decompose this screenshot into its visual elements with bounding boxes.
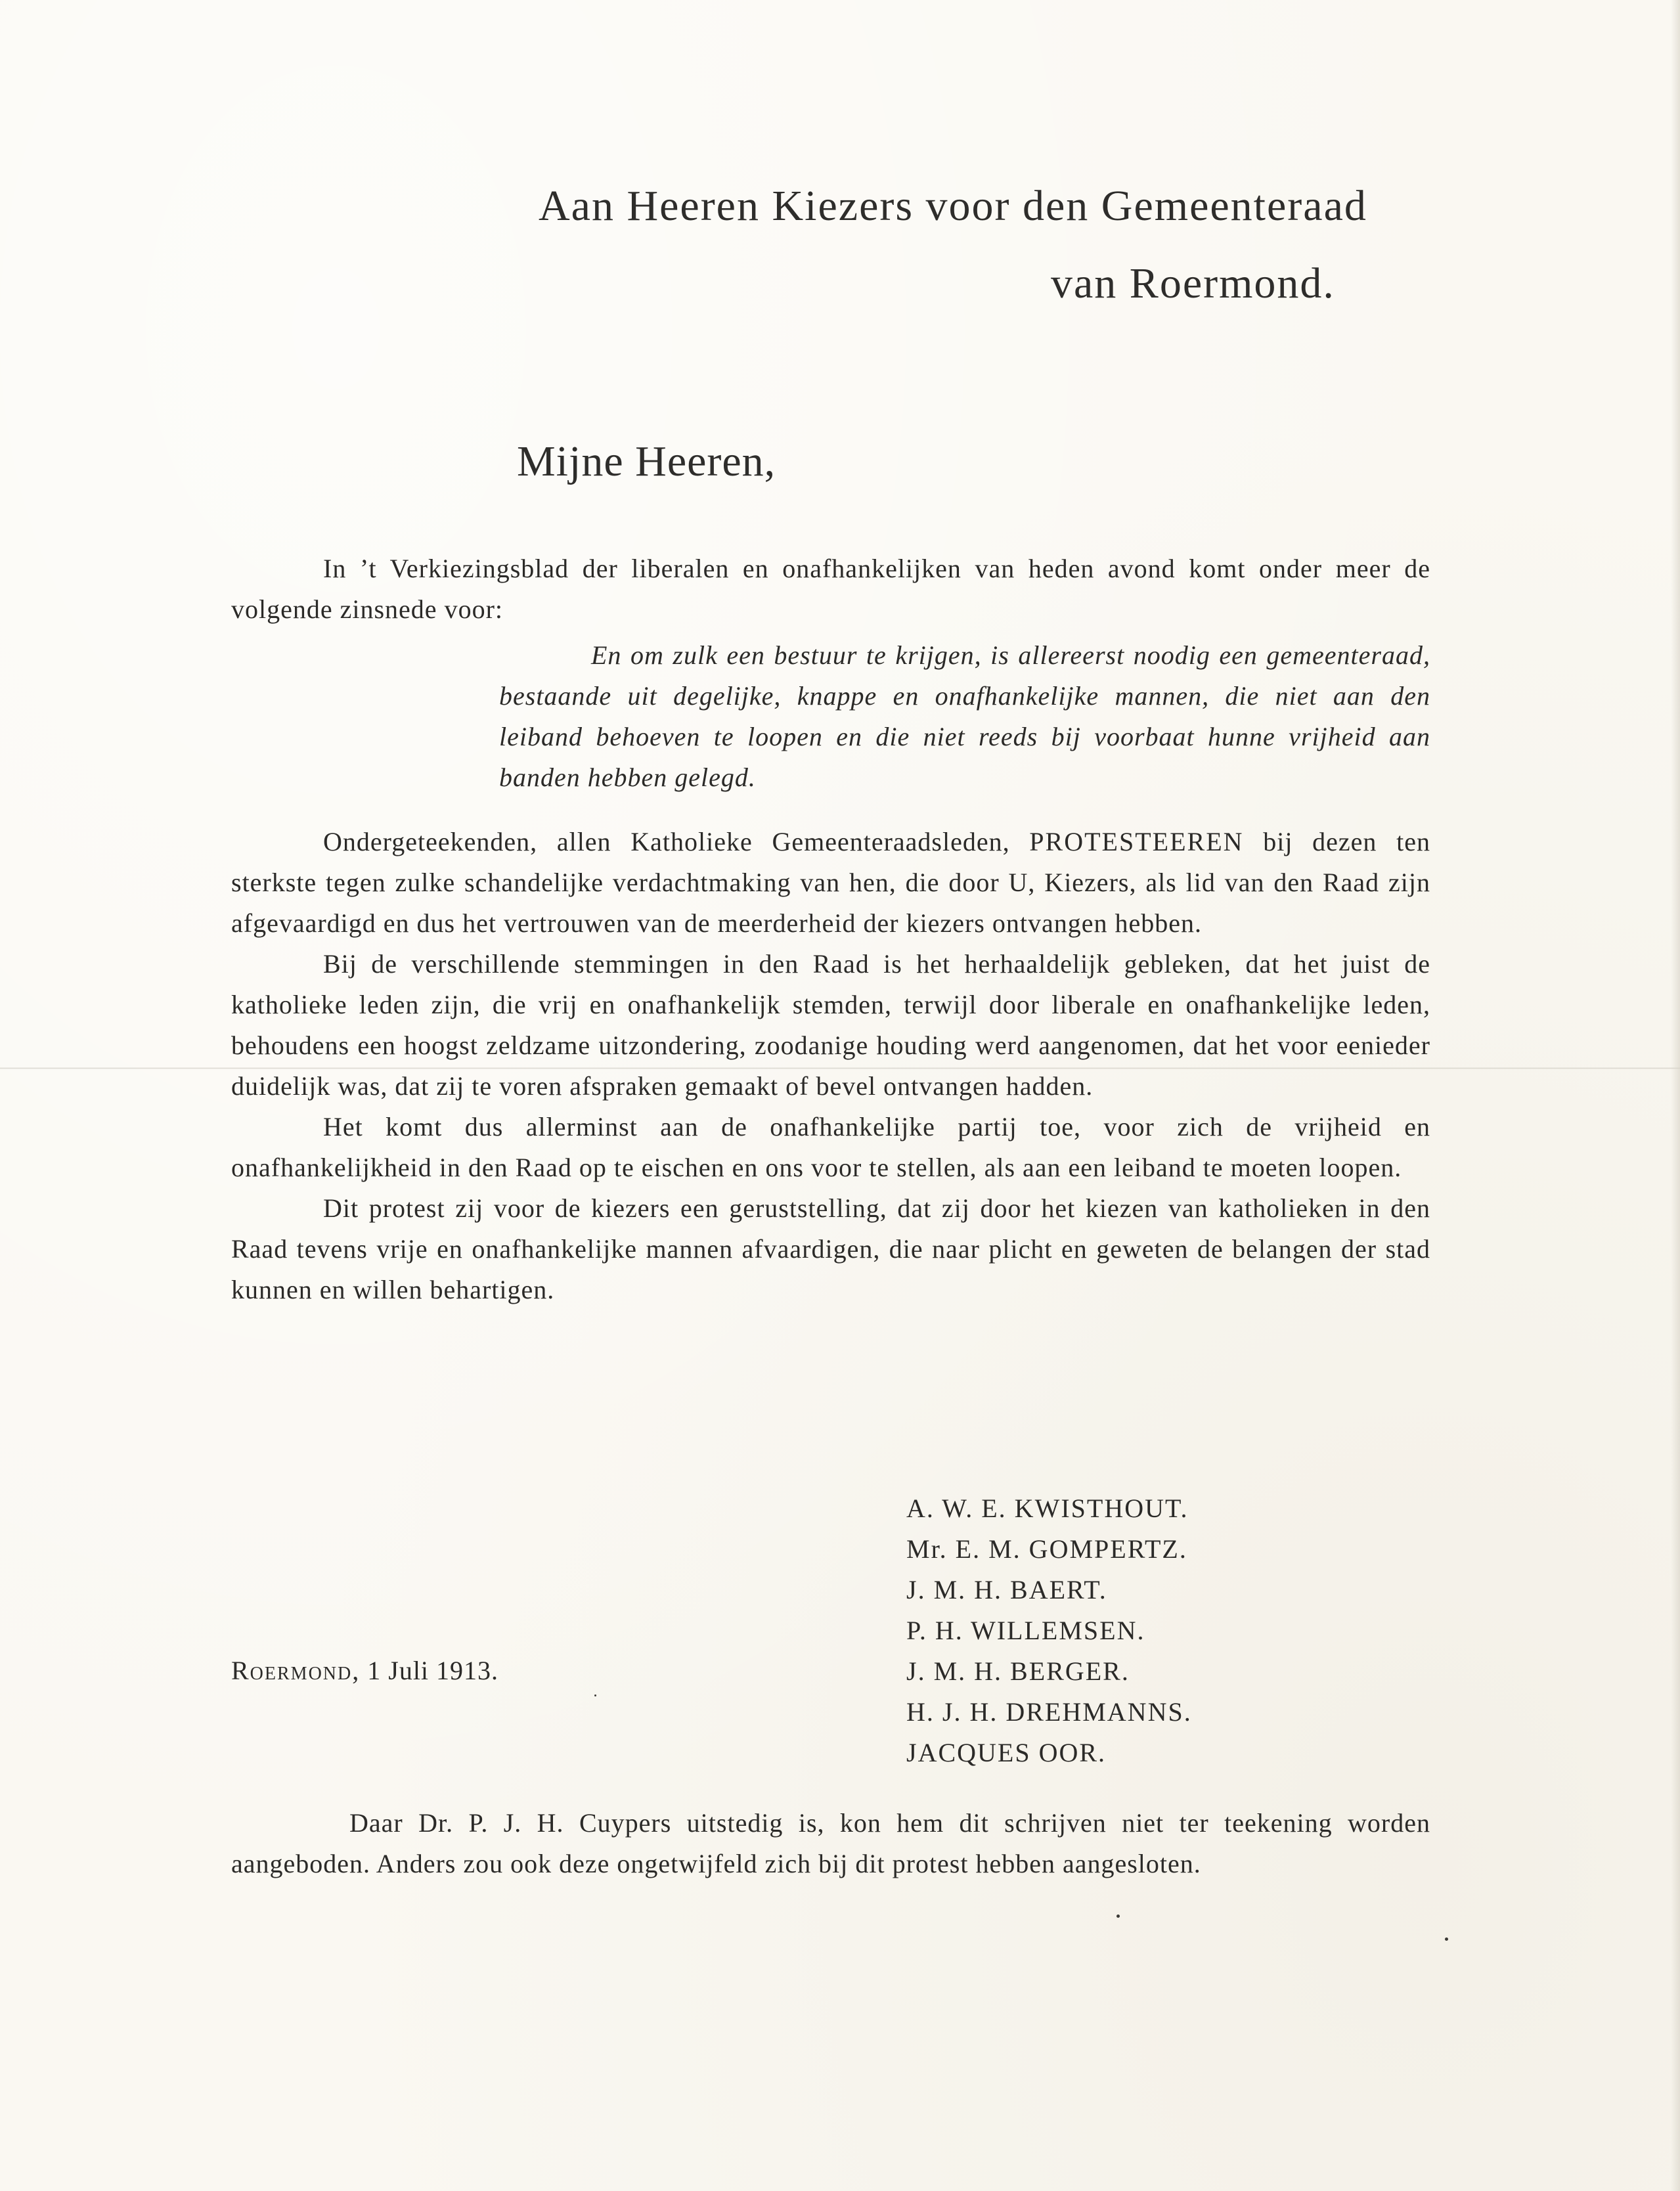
heading-line-2: van Roermond. — [1051, 259, 1335, 307]
paper-speck — [1116, 1914, 1120, 1918]
protest-emphasis: PROTESTEEREN — [1029, 827, 1244, 856]
signatory: Mr. E. M. GOMPERTZ. — [906, 1534, 1187, 1564]
footer-paragraph: Daar Dr. P. J. H. Cuypers uitstedig is, kon hem dit schrijven niet ter teekening worden aangeboden. Anders zou ook deze ongetwijfeld zich bij dit protest hebben aangesloten. — [231, 1808, 1430, 1878]
signatory: J. M. H. BERGER. — [906, 1656, 1130, 1686]
signatory: J. M. H. BAERT. — [906, 1575, 1107, 1605]
signatory: H. J. H. DREHMANNS. — [906, 1697, 1192, 1727]
letter-body — [231, 548, 1430, 1310]
protest-paragraph-end: bij dezen ten sterkste tegen zulke schandelijke verdachtmaking van hen, die door U, Kiezers, als lid van den Raad zijn afgevaardigd en dus het vertrouwen van de meerderheid der kiezers ontvangen hebben. — [231, 827, 1430, 938]
intro-paragraph: In ’t Verkiezingsblad der liberalen en onafhankelijken van heden avond komt onder meer de volgende zinsnede voor: — [231, 554, 1430, 624]
heading-line-1: Aan Heeren Kiezers voor den Gemeenteraad — [539, 182, 1367, 230]
letter-heading — [539, 167, 1445, 322]
place-and-date — [231, 1655, 498, 1686]
protest-paragraph-start: Ondergeteekenden, allen Katholieke Gemeenteraadsleden, — [323, 827, 1010, 856]
signatory: P. H. WILLEMSEN. — [906, 1616, 1145, 1645]
quoted-passage: En om zulk een bestuur te krijgen, is allereerst noodig een gemeenteraad, bestaande uit degelijke, knappe en onafhankelijke mannen, die niet aan den leiband behoeven te loopen en die niet reeds bij voorbaat hunne vrijheid aan banden hebben gelegd. — [499, 640, 1430, 792]
footer-note — [231, 1803, 1430, 1884]
salutation: Mijne Heeren, — [517, 437, 776, 485]
voting-paragraph: Bij de verschillende stemmingen in den Raad is het herhaaldelijk gebleken, dat het juist de katholieke leden zijn, die vrij en onafhankelijk stemden, terwijl door liberale en onafhankelijke leden, behoudens een hoogst zeldzame uitzondering, zoodanige houding werd aangenomen, dat het voor eenieder duidelijk was, dat zij te voren afspraken gemaakt of bevel ontvangen hadden. — [231, 949, 1430, 1101]
protest-paragraph — [231, 822, 1430, 944]
signatories-list — [906, 1488, 1192, 1773]
paper-speck — [1445, 1937, 1448, 1941]
independence-paragraph: Het komt dus allerminst aan de onafhankelijke partij toe, voor zich de vrijheid en onafhankelijkheid in den Raad op te eischen en ons voor te stellen, als aan een leiband te moeten loopen. — [231, 1112, 1430, 1182]
place: Roermond, — [231, 1656, 361, 1685]
paper-speck — [594, 1694, 596, 1696]
signatory: A. W. E. KWISTHOUT. — [906, 1494, 1189, 1523]
date: 1 Juli 1913. — [367, 1656, 499, 1685]
signatory: JACQUES OOR. — [906, 1738, 1107, 1767]
reassurance-paragraph: Dit protest zij voor de kiezers een geruststelling, dat zij door het kiezen van katholieken in den Raad tevens vrije en onafhankelijke mannen afvaardigen, die naar plicht en geweten de belangen der stad kunnen en willen behartigen. — [231, 1193, 1430, 1304]
paper-edge-shadow — [1671, 0, 1680, 2191]
